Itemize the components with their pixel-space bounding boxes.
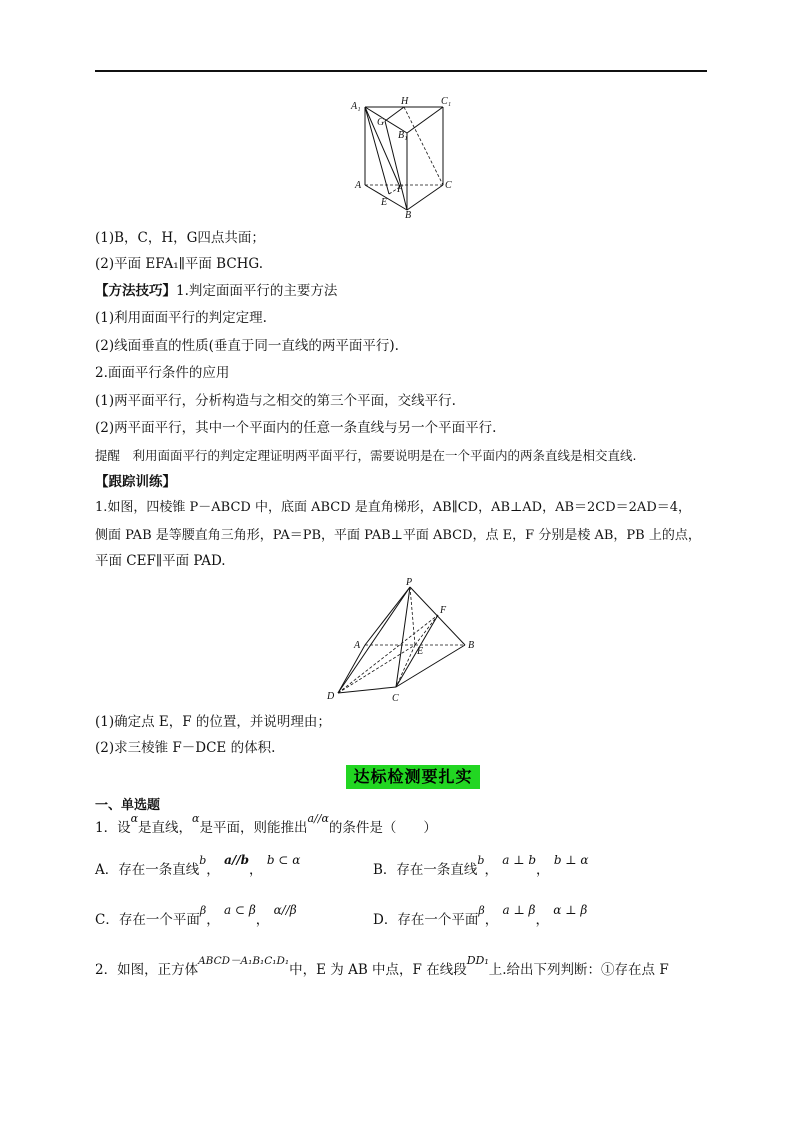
line-1: (1)B，C，H，G四点共面； <box>95 230 265 246</box>
problem-1-line-b: 侧面 PAB 是等腰直角三角形，PA＝PB，平面 PAB⊥平面 ABCD，点 E，F 分别是棱 AB，PB 上的点， <box>95 528 701 543</box>
option-a[interactable]: A．存在一条直线$^b$， a//b， b ⊂ α <box>95 853 301 878</box>
method-heading <box>95 281 337 301</box>
prism-figure <box>345 95 465 220</box>
label-E2: E <box>417 646 424 657</box>
cube-name: ABCD－A₁B₁C₁D₁ <box>198 955 290 967</box>
method-1: (1)利用面面平行的判定定理. <box>95 310 267 326</box>
question-1-stem: 1．设$^\alpha$是直线，$^\alpha$是平面，则能推出$^{a//\alpha}$的条件是（ ） <box>95 812 437 836</box>
question-part-1: (1)确定点 E，F 的位置，并说明理由； <box>95 714 331 730</box>
section-banner: 达标检测要扎实 <box>346 765 480 789</box>
label-A: A <box>355 180 362 191</box>
label-C: C <box>445 180 452 191</box>
label-B1: B₁ <box>398 130 408 141</box>
label-P: P <box>406 577 413 588</box>
label-B2: B <box>468 640 475 651</box>
label-H: H <box>401 96 409 107</box>
method-4: (1)两平面平行，分析构造与之相交的第三个平面，交线平行. <box>95 393 456 409</box>
label-G: G <box>377 117 385 128</box>
tip-line: 提醒 利用面面平行的判定定理证明两平面平行，需要说明是在一个平面内的两条直线是相交直线. <box>95 448 637 463</box>
label-D2: D <box>327 691 335 702</box>
method-3: 2.面面平行条件的应用 <box>95 365 230 381</box>
option-c[interactable]: C．存在一个平面$^\beta$， a ⊂ β， α//β <box>95 903 297 928</box>
alpha-symbol-2: α <box>192 812 200 825</box>
condition-formula: a//α <box>307 812 329 825</box>
alpha-symbol: α <box>130 812 139 825</box>
question-2-stem: 2．如图，正方体$^{ABCD-A_1B_1C_1D_1}$中，E 为 AB 中点，F 在线段$^{DD_1}$上.给出下列判断：①存在点 F <box>95 954 669 978</box>
method-tag: 【方法技巧】 <box>95 283 176 299</box>
label-A2: A <box>354 640 361 651</box>
option-d[interactable]: D．存在一个平面$^\beta$， a ⊥ β， α ⊥ β <box>373 903 588 928</box>
method-2: (2)线面垂直的性质(垂直于同一直线的两平面平行). <box>95 338 399 354</box>
header-rule <box>95 70 707 72</box>
label-C1: C₁ <box>441 96 452 107</box>
label-F2: F <box>440 605 447 616</box>
problem-1-line-a: 1.如图，四棱锥 P－ABCD 中，底面 ABCD 是直角梯形，AB∥CD，AB⊥AD，AB＝2CD＝2AD＝4， <box>95 500 692 515</box>
label-A1: A₁ <box>351 101 361 112</box>
method-title: 1.判定面面平行的主要方法 <box>176 283 338 299</box>
label-C2: C <box>392 693 399 704</box>
segment-dd1: DD₁ <box>466 954 489 967</box>
problem-1-line-c: 平面 CEF∥平面 PAD. <box>95 553 226 569</box>
training-tag: 【跟踪训练】 <box>95 474 176 490</box>
label-F: F <box>397 184 404 195</box>
pyramid-figure <box>320 575 490 710</box>
question-part-2: (2)求三棱锥 F－DCE 的体积. <box>95 740 276 756</box>
label-E: E <box>381 197 388 208</box>
option-b[interactable]: B．存在一条直线$^b$， a ⊥ b， b ⊥ α <box>373 853 589 878</box>
label-B: B <box>405 210 412 220</box>
method-5: (2)两平面平行，其中一个平面内的任意一条直线与另一个平面平行. <box>95 420 497 436</box>
line-2: (2)平面 EFA₁∥平面 BCHG. <box>95 256 264 272</box>
section-heading: 一、单选题 <box>95 798 161 813</box>
